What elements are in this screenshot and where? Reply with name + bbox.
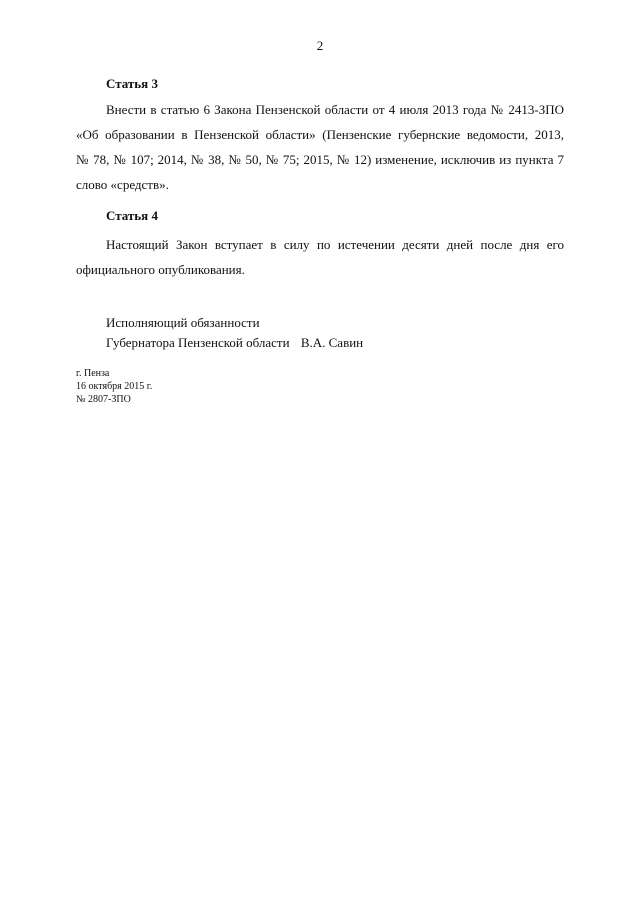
signature-title: Губернатора Пензенской области [106,335,290,350]
article-4-line-2: официального опубликования. [76,262,245,277]
article-4-heading: Статья 4 [106,208,158,223]
signature-block [106,313,363,353]
article-3-text [76,97,564,197]
footer-date: 16 октября 2015 г. [76,381,153,392]
footer-number: № 2807-ЗПО [76,394,131,405]
footer-block [76,367,152,406]
article-4-line-1: Настоящий Закон вступает в силу по истечении десяти дней после дня его [106,237,564,252]
article-3-line-3: № 78, № 107; 2014, № 38, № 50, № 75; 2015, № 12) изменение, исключив из пункта 7 [76,152,564,167]
signature-title-line [106,333,363,353]
page-number: 2 [316,38,324,53]
signature-position-line: Исполняющий обязанности [106,315,260,330]
footer-city: г. Пенза [76,368,110,379]
article-3-line-2: «Об образовании в Пензенской области» (Пензенские губернские ведомости, 2013, [76,127,564,142]
article-3-line-4: слово «средств». [76,177,169,192]
article-3-line-1: Внести в статью 6 Закона Пензенской области от 4 июля 2013 года № 2413-ЗПО [106,102,564,117]
article-3-heading: Статья 3 [106,76,158,91]
signature-name: В.А. Савин [300,335,364,350]
article-4-text [76,232,564,282]
